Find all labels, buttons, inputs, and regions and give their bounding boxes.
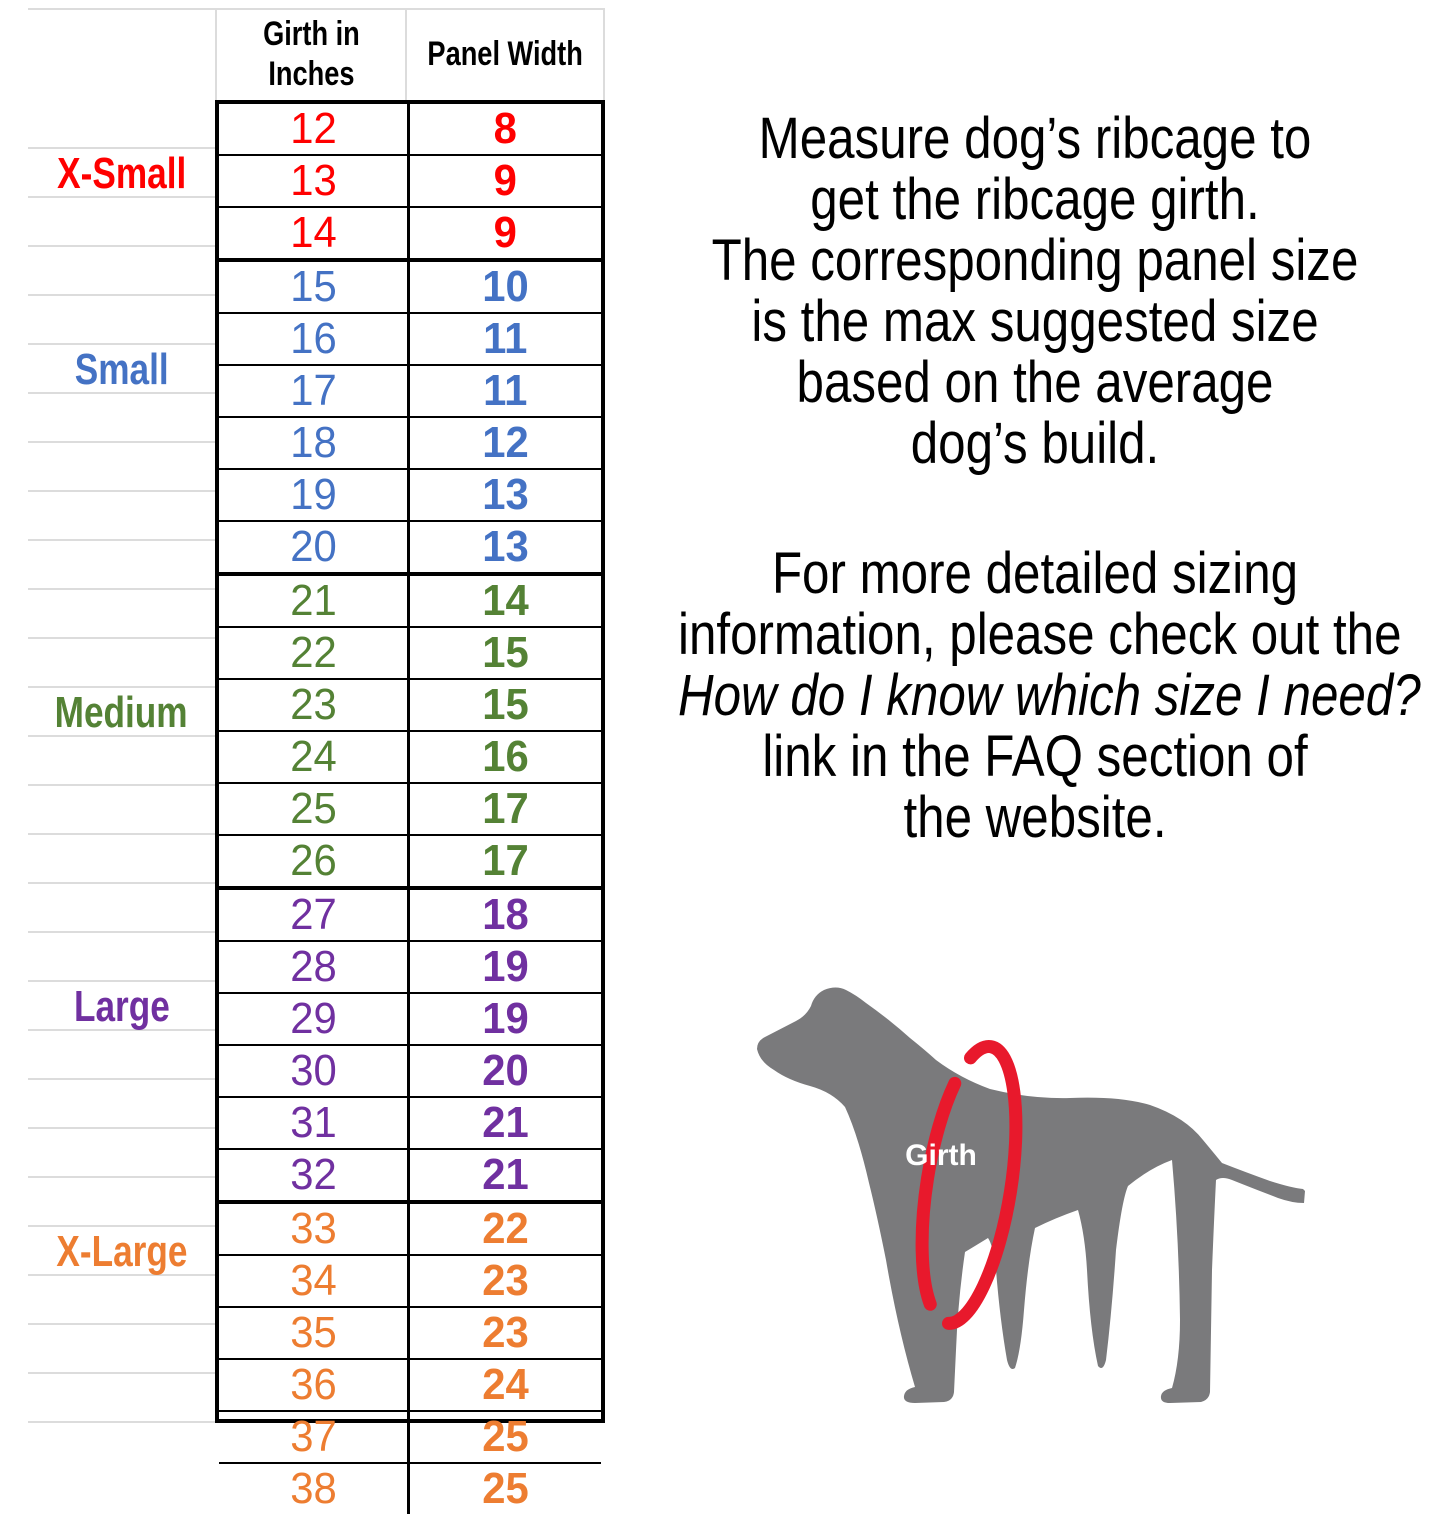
panel-width-value: 12 bbox=[482, 418, 529, 467]
panel-width-cell bbox=[407, 1256, 601, 1306]
panel-width-value: 23 bbox=[482, 1308, 529, 1357]
panel-width-value: 15 bbox=[482, 680, 529, 729]
panel-width-cell bbox=[407, 942, 601, 992]
girth-value-cell bbox=[219, 418, 407, 468]
panel-width-value: 9 bbox=[493, 208, 518, 257]
girth-value: 20 bbox=[289, 522, 337, 571]
size-category-text: Small bbox=[74, 344, 169, 394]
text-line: is the max suggested size bbox=[751, 289, 1319, 354]
text-line: the website. bbox=[903, 785, 1167, 850]
table-row bbox=[219, 262, 601, 314]
text-line: get the ribcage girth. bbox=[810, 167, 1260, 232]
girth-value-cell bbox=[219, 1256, 407, 1306]
table-row bbox=[219, 366, 601, 418]
panel-width-value: 13 bbox=[482, 470, 529, 519]
girth-value: 15 bbox=[289, 262, 337, 311]
text-line: based on the average bbox=[796, 350, 1274, 415]
table-row bbox=[219, 1150, 601, 1200]
girth-value-cell bbox=[219, 890, 407, 940]
table-row bbox=[219, 1046, 601, 1098]
girth-value: 13 bbox=[289, 156, 337, 205]
panel-width-cell bbox=[407, 1098, 601, 1148]
panel-width-cell bbox=[407, 784, 601, 834]
girth-value-cell bbox=[219, 156, 407, 206]
girth-value-cell bbox=[219, 1046, 407, 1096]
panel-width-cell bbox=[407, 1464, 601, 1514]
panel-width-value: 17 bbox=[482, 784, 529, 833]
panel-width-value: 11 bbox=[483, 314, 528, 363]
girth-value: 34 bbox=[289, 1256, 337, 1305]
text-line: dog’s build. bbox=[910, 411, 1160, 476]
girth-value-cell bbox=[219, 1464, 407, 1514]
girth-value-cell bbox=[219, 1150, 407, 1200]
table-row bbox=[219, 1204, 601, 1256]
dog-diagram-svg bbox=[750, 982, 1325, 1407]
girth-value-cell bbox=[219, 1412, 407, 1462]
size-group-x-large bbox=[219, 1204, 601, 1514]
panel-width-cell bbox=[407, 628, 601, 678]
size-group-small bbox=[219, 262, 601, 576]
girth-value: 19 bbox=[289, 470, 337, 519]
panel-width-cell bbox=[407, 314, 601, 364]
table-row bbox=[219, 942, 601, 994]
girth-value: 27 bbox=[289, 890, 337, 939]
table-row bbox=[219, 104, 601, 156]
table-row bbox=[219, 994, 601, 1046]
text-line: For more detailed sizing bbox=[771, 541, 1299, 606]
panel-width-cell bbox=[407, 994, 601, 1044]
table-row bbox=[219, 1464, 601, 1514]
girth-value: 31 bbox=[289, 1098, 337, 1147]
panel-width-value: 25 bbox=[482, 1412, 529, 1461]
table-row bbox=[219, 1360, 601, 1412]
table-row bbox=[219, 576, 601, 628]
text-line: information, please check out the bbox=[678, 602, 1402, 667]
girth-value-cell bbox=[219, 522, 407, 572]
girth-value: 29 bbox=[289, 994, 337, 1043]
girth-value: 14 bbox=[289, 208, 337, 257]
girth-value-cell bbox=[219, 208, 407, 258]
girth-value: 12 bbox=[289, 104, 337, 153]
girth-value-cell bbox=[219, 732, 407, 782]
column-header-panel-label: Panel Width bbox=[427, 35, 583, 73]
panel-width-value: 21 bbox=[482, 1098, 529, 1147]
size-category-text: X-Small bbox=[56, 148, 187, 198]
size-category-label-x-small bbox=[28, 149, 215, 199]
panel-width-value: 13 bbox=[482, 522, 529, 571]
column-header-girth-label: Girth in Inches bbox=[262, 15, 360, 93]
panel-width-cell bbox=[407, 470, 601, 520]
girth-value-cell bbox=[219, 1308, 407, 1358]
girth-value: 23 bbox=[289, 680, 337, 729]
table-row bbox=[219, 784, 601, 836]
panel-width-value: 24 bbox=[482, 1360, 529, 1409]
panel-width-value: 20 bbox=[482, 1046, 529, 1095]
girth-value: 37 bbox=[289, 1412, 337, 1461]
panel-width-cell bbox=[407, 262, 601, 312]
panel-width-value: 23 bbox=[482, 1256, 529, 1305]
panel-width-value: 16 bbox=[482, 732, 529, 781]
panel-width-value: 9 bbox=[493, 156, 518, 205]
girth-value-cell bbox=[219, 628, 407, 678]
size-category-label-small bbox=[28, 345, 215, 395]
panel-width-cell bbox=[407, 104, 601, 154]
girth-value: 18 bbox=[289, 418, 337, 467]
panel-width-cell bbox=[407, 1360, 601, 1410]
girth-value-cell bbox=[219, 942, 407, 992]
girth-value-cell bbox=[219, 994, 407, 1044]
girth-value: 38 bbox=[289, 1464, 337, 1513]
panel-width-cell bbox=[407, 366, 601, 416]
size-category-label-large bbox=[28, 982, 215, 1032]
girth-value-cell bbox=[219, 262, 407, 312]
girth-value: 35 bbox=[289, 1308, 337, 1357]
size-group-large bbox=[219, 890, 601, 1204]
table-row bbox=[219, 628, 601, 680]
size-group-x-small bbox=[219, 104, 601, 262]
girth-value-cell bbox=[219, 366, 407, 416]
size-table bbox=[215, 100, 605, 1513]
panel-width-cell bbox=[407, 836, 601, 886]
table-row bbox=[219, 1256, 601, 1308]
girth-value-cell bbox=[219, 680, 407, 730]
girth-value-cell bbox=[219, 314, 407, 364]
table-row bbox=[219, 470, 601, 522]
size-group-medium bbox=[219, 576, 601, 890]
table-row bbox=[219, 156, 601, 208]
table-row bbox=[219, 890, 601, 942]
girth-value-cell bbox=[219, 836, 407, 886]
panel-width-cell bbox=[407, 418, 601, 468]
size-category-text: Medium bbox=[54, 687, 188, 737]
paragraph-measure bbox=[678, 108, 1392, 474]
table-row bbox=[219, 314, 601, 366]
panel-width-value: 21 bbox=[482, 1150, 529, 1199]
size-category-text: Large bbox=[73, 981, 170, 1031]
dog-silhouette bbox=[757, 988, 1305, 1404]
dog-diagram bbox=[750, 982, 1325, 1407]
text-line: link in the FAQ section of bbox=[762, 724, 1308, 789]
info-text bbox=[615, 108, 1455, 848]
girth-value-cell bbox=[219, 784, 407, 834]
panel-width-value: 25 bbox=[482, 1464, 529, 1513]
paragraph-faq bbox=[678, 541, 1421, 850]
faq-link-title-line: How do I know which size I need? bbox=[678, 663, 1421, 728]
panel-width-value: 14 bbox=[482, 576, 529, 625]
girth-value: 28 bbox=[289, 942, 337, 991]
panel-width-cell bbox=[407, 576, 601, 626]
table-row bbox=[219, 522, 601, 572]
panel-width-value: 22 bbox=[482, 1204, 529, 1253]
girth-value-cell bbox=[219, 576, 407, 626]
panel-width-value: 19 bbox=[482, 994, 529, 1043]
panel-width-cell bbox=[407, 1046, 601, 1096]
panel-width-cell bbox=[407, 156, 601, 206]
size-category-label-x-large bbox=[28, 1227, 215, 1277]
panel-width-cell bbox=[407, 732, 601, 782]
table-row bbox=[219, 732, 601, 784]
girth-value: 26 bbox=[289, 836, 337, 885]
girth-value-cell bbox=[219, 1098, 407, 1148]
column-header-girth bbox=[215, 8, 407, 100]
girth-value: 16 bbox=[289, 314, 337, 363]
table-row bbox=[219, 1308, 601, 1360]
girth-value: 36 bbox=[289, 1360, 337, 1409]
panel-width-value: 18 bbox=[482, 890, 529, 939]
girth-value-cell bbox=[219, 470, 407, 520]
panel-width-cell bbox=[407, 1308, 601, 1358]
table-row bbox=[219, 418, 601, 470]
panel-width-cell bbox=[407, 208, 601, 258]
panel-width-value: 10 bbox=[482, 262, 529, 311]
panel-width-value: 11 bbox=[483, 366, 528, 415]
table-row bbox=[219, 680, 601, 732]
girth-value: 30 bbox=[289, 1046, 337, 1095]
girth-value: 21 bbox=[289, 576, 337, 625]
panel-width-value: 19 bbox=[482, 942, 529, 991]
girth-value: 25 bbox=[289, 784, 337, 833]
table-row bbox=[219, 1412, 601, 1464]
girth-value-cell bbox=[219, 104, 407, 154]
size-category-text: X-Large bbox=[55, 1226, 188, 1276]
column-header-panel bbox=[407, 8, 605, 100]
text-line: Measure dog’s ribcage to bbox=[758, 106, 1312, 171]
girth-value: 33 bbox=[289, 1204, 337, 1253]
size-category-label-medium bbox=[28, 688, 215, 738]
panel-width-value: 15 bbox=[482, 628, 529, 677]
girth-value-cell bbox=[219, 1204, 407, 1254]
table-row bbox=[219, 836, 601, 886]
girth-value: 17 bbox=[289, 366, 337, 415]
table-row bbox=[219, 208, 601, 258]
text-line: The corresponding panel size bbox=[711, 228, 1359, 293]
panel-width-cell bbox=[407, 1204, 601, 1254]
girth-label: Girth bbox=[905, 1139, 977, 1172]
panel-width-cell bbox=[407, 1412, 601, 1462]
panel-width-value: 17 bbox=[482, 836, 529, 885]
table-row bbox=[219, 1098, 601, 1150]
girth-value-cell bbox=[219, 1360, 407, 1410]
panel-width-cell bbox=[407, 1150, 601, 1200]
panel-width-cell bbox=[407, 522, 601, 572]
panel-width-value: 8 bbox=[493, 104, 518, 153]
girth-value: 32 bbox=[289, 1150, 337, 1199]
girth-value: 24 bbox=[289, 732, 337, 781]
panel-width-cell bbox=[407, 890, 601, 940]
girth-value: 22 bbox=[289, 628, 337, 677]
panel-width-cell bbox=[407, 680, 601, 730]
size-label-column bbox=[28, 100, 215, 1423]
